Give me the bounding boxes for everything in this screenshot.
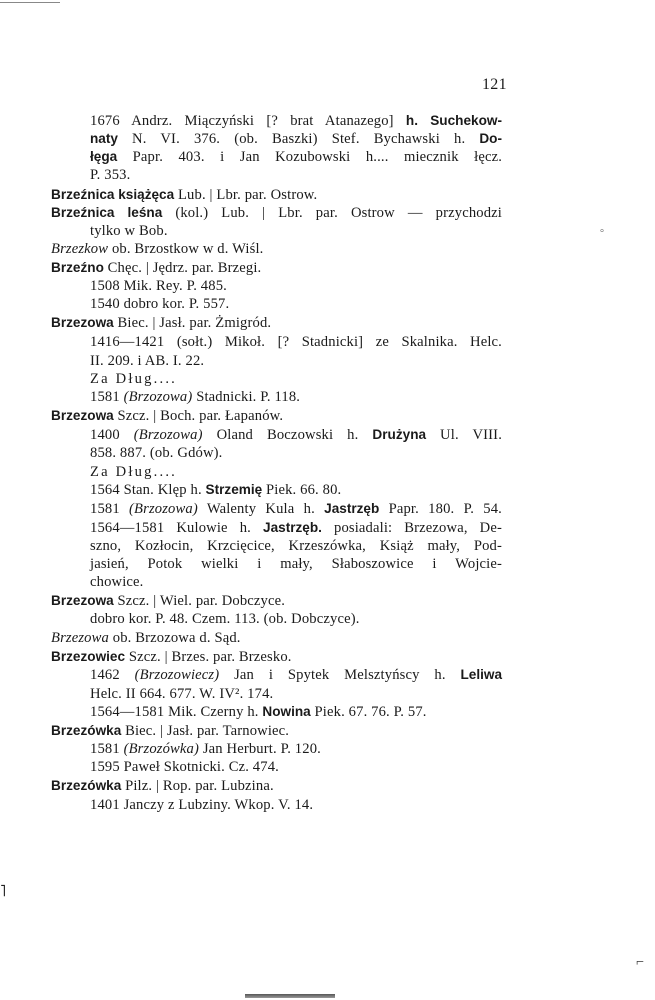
text-line [90, 148, 502, 166]
text-line [90, 685, 273, 703]
text-segment: 1676 Andrz. Miączyński [? brat Atanazego] [90, 113, 406, 129]
entry-headword: h. Suchekow- [405, 113, 502, 128]
text-segment: Walenty Kula h. [197, 501, 325, 517]
text-line [51, 592, 285, 610]
page-number: 121 [482, 76, 507, 93]
text-line [51, 240, 263, 258]
text-line [90, 666, 502, 684]
text-line [51, 407, 283, 425]
text-segment: szno, Kozłocin, Krzcięcice, Krzeszówka, Książ mały, Pod- [90, 538, 502, 554]
text-segment: jasień, Potok wielki i mały, Słaboszowice i Wojcie- [90, 556, 502, 572]
scan-margin-mark-left: ˥ [0, 883, 7, 900]
italic-variant: (Brzozowa) [129, 501, 198, 517]
text-line [90, 166, 130, 184]
text-segment: Szcz. | Wiel. par. Dobczyce. [113, 593, 286, 609]
text-segment: Ul. VIII. [426, 427, 502, 443]
text-line [90, 277, 227, 295]
text-line [90, 370, 177, 388]
entry-headword: Brzezowiec [51, 649, 126, 664]
text-segment: 1508 Mik. Rey. P. 485. [90, 278, 227, 294]
text-segment: P. 353. [90, 167, 131, 183]
italic-variant: Brzezkow [51, 241, 109, 257]
text-segment: Papr. 403. i Jan Kozubowski h.... miecznik łęcz. [117, 149, 502, 165]
text-segment: 1581 [90, 741, 124, 757]
text-line [90, 444, 222, 462]
text-segment: Biec. | Jasł. par. Tarnowiec. [121, 723, 290, 739]
text-line [90, 352, 204, 370]
text-segment: 1595 Paweł Skotnicki. Cz. 474. [90, 759, 279, 775]
text-segment: Biec. | Jasł. par. Żmigród. [113, 315, 272, 331]
text-segment: (kol.) Lub. | Lbr. par. Ostrow — przychodzi [162, 205, 503, 221]
entry-headword: Brzezówka [51, 778, 122, 793]
italic-variant: (Brzozowa) [133, 427, 203, 443]
text-segment: 1462 [90, 667, 135, 683]
entry-headword: łęga [90, 149, 118, 164]
entry-headword: Strzemię [205, 482, 263, 497]
text-segment: chowice. [90, 574, 144, 590]
italic-variant: Brzezowa [51, 630, 109, 646]
text-segment: Oland Boczowski h. [202, 427, 373, 443]
text-segment: ob. Brzostkow w d. Wiśl. [108, 241, 264, 257]
text-line [90, 519, 502, 537]
text-segment: tylko w Bob. [90, 223, 168, 239]
entry-headword: Leliwa [460, 667, 503, 682]
text-line [90, 112, 502, 130]
text-segment: Piek. 67. 76. P. 57. [310, 704, 427, 720]
text-line [90, 610, 360, 628]
text-line [90, 758, 279, 776]
text-line [51, 314, 271, 332]
entry-headword: Brzezówka [51, 723, 122, 738]
text-segment: Helc. II 664. 677. W. IV². 174. [90, 686, 274, 702]
entry-headword: Jastrzęb. [263, 520, 322, 535]
text-segment: Pilz. | Rop. par. Lubzina. [121, 778, 274, 794]
text-line [51, 648, 292, 666]
text-line [90, 537, 502, 555]
entry-headword: Do- [479, 131, 502, 146]
text-line [90, 333, 502, 351]
text-line [51, 777, 274, 795]
text-line [90, 130, 502, 148]
entry-headword: Nowina [262, 704, 311, 719]
entry-headword: Brzezowa [51, 593, 114, 608]
text-line [90, 426, 502, 444]
text-segment: Piek. 66. 80. [262, 482, 342, 498]
text-line [51, 259, 261, 277]
text-line [90, 573, 143, 591]
entry-headword: Jastrzęb [324, 501, 380, 516]
italic-variant: (Brzozowiecz) [134, 667, 220, 683]
text-line [51, 186, 317, 204]
entry-headword: Drużyna [372, 427, 427, 442]
text-line [90, 500, 502, 518]
text-line [90, 555, 502, 573]
entry-headword: naty [90, 131, 118, 146]
text-segment: Szcz. | Brzes. par. Brzesko. [125, 649, 292, 665]
text-line [90, 295, 229, 313]
text-segment: ob. Brzozowa d. Sąd. [108, 630, 241, 646]
text-line [90, 740, 321, 758]
entry-headword: Brzeźno [51, 260, 104, 275]
text-segment: dobro kor. P. 48. Czem. 113. (ob. Dobczyce). [90, 611, 360, 627]
scan-margin-mark-right: ⌐ [636, 955, 644, 970]
scan-speck-mark: ° [600, 228, 604, 239]
text-segment: posiadali: Brzezowa, De- [321, 520, 502, 536]
text-segment: Stadnicki. P. 118. [192, 389, 301, 405]
text-line [51, 204, 502, 222]
text-segment: Papr. 180. P. 54. [379, 501, 502, 517]
text-line [90, 481, 341, 499]
text-line [90, 703, 427, 721]
text-segment: Jan Herburt. P. 120. [199, 741, 321, 757]
entry-headword: Brzezowa [51, 408, 114, 423]
text-line [90, 388, 300, 406]
text-segment: Za Dług.... [90, 371, 178, 387]
text-segment: Lub. | Lbr. par. Ostrow. [174, 187, 318, 203]
text-segment: 1581 [90, 389, 124, 405]
entry-headword: Brzeźnica książęca [51, 187, 175, 202]
italic-variant: (Brzozówka) [123, 741, 200, 757]
text-line [51, 722, 289, 740]
scan-edge-line-top [0, 2, 60, 3]
text-segment: Szcz. | Boch. par. Łapanów. [113, 408, 284, 424]
text-segment: 1416—1421 (sołt.) Mikoł. [? Stadnicki] ze Skalnika. Helc. [90, 334, 502, 350]
text-line [90, 796, 313, 814]
text-line [90, 222, 168, 240]
text-line [90, 463, 177, 481]
text-segment: N. VI. 376. (ob. Baszki) Stef. Bychawski h. [117, 131, 480, 147]
italic-variant: (Brzozowa) [123, 389, 193, 405]
entry-headword: Brzeźnica leśna [51, 205, 163, 220]
entry-headword: Brzezowa [51, 315, 114, 330]
text-segment: 1564 Stan. Klęp h. [90, 482, 206, 498]
text-line [51, 629, 241, 647]
text-segment: 1581 [90, 501, 130, 517]
text-segment: Chęc. | Jędrz. par. Brzegi. [103, 260, 262, 276]
scan-edge-line-bottom [245, 994, 335, 998]
text-segment: 1401 Janczy z Lubziny. Wkop. V. 14. [90, 797, 314, 813]
text-segment: 1540 dobro kor. P. 557. [90, 296, 230, 312]
text-segment: 858. 887. (ob. Gdów). [90, 445, 223, 461]
text-segment: II. 209. i AB. I. 22. [90, 353, 205, 369]
text-segment: 1400 [90, 427, 134, 443]
text-segment: 1564—1581 Kulowie h. [90, 520, 264, 536]
text-segment: Jan i Spytek Melsztyńscy h. [219, 667, 461, 683]
text-segment: Za Dług.... [90, 464, 178, 480]
text-segment: 1564—1581 Mik. Czerny h. [90, 704, 263, 720]
